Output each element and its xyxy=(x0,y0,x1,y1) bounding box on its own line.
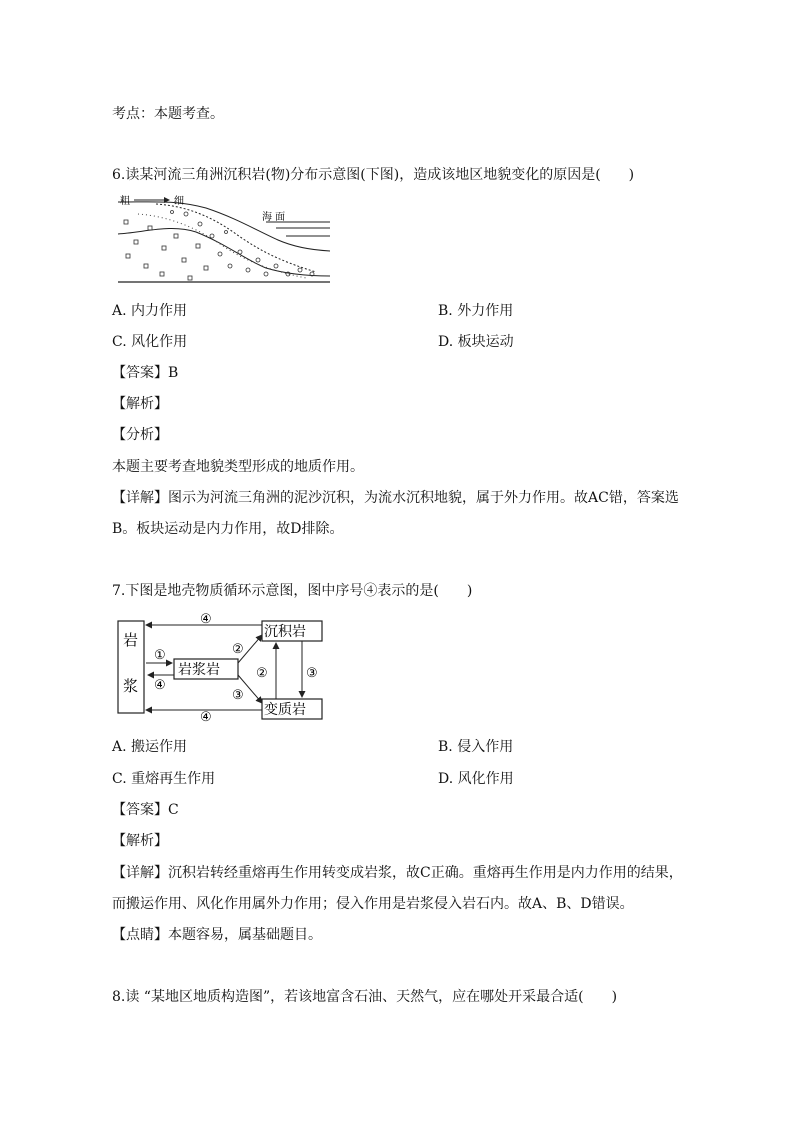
label-coarse: 粗 xyxy=(120,196,130,207)
q6-detail-2: B。板块运动是内力作用，故D排除。 xyxy=(112,521,344,537)
q7-answer: 【答案】C xyxy=(112,802,179,818)
rock-cycle-figure xyxy=(116,607,328,725)
label-2-upper: ② xyxy=(232,642,244,657)
q6-answer: 【答案】B xyxy=(112,365,179,381)
question-7-stem: 7.下图是地壳物质循环示意图，图中序号④表示的是( ) xyxy=(112,583,473,599)
metamorphic-rock-label: 变质岩 xyxy=(264,702,306,718)
q7-option-d: D. 风化作用 xyxy=(438,771,514,787)
q6-fenxi: 【分析】 xyxy=(112,427,168,443)
kaodian-line: 考点：本题考查。 xyxy=(112,106,224,122)
label-3-right: ③ xyxy=(306,666,318,681)
label-2-middle: ② xyxy=(256,666,268,681)
q7-option-c: C. 重熔再生作用 xyxy=(112,771,216,787)
label-3-lower: ③ xyxy=(232,688,244,703)
label-4-middle: ④ xyxy=(154,678,166,693)
q6-jiexi: 【解析】 xyxy=(112,396,168,412)
label-4-top: ④ xyxy=(200,612,212,627)
igneous-rock-label: 岩浆岩 xyxy=(178,662,220,678)
q6-detail-1: 【详解】图示为河流三角洲的泥沙沉积，为流水沉积地貌，属于外力作用。故AC错，答案选 xyxy=(112,490,679,506)
label-sea-surface: 海 面 xyxy=(262,212,286,223)
q6-option-a: A. 内力作用 xyxy=(112,303,188,319)
q6-fenxi-text: 本题主要考查地貌类型形成的地质作用。 xyxy=(112,459,364,475)
q6-option-d: D. 板块运动 xyxy=(438,334,514,350)
sedimentary-rock-label: 沉积岩 xyxy=(264,624,306,640)
q6-option-c: C. 风化作用 xyxy=(112,334,188,350)
label-1: ① xyxy=(154,648,166,663)
delta-sediment-figure xyxy=(116,194,332,286)
label-4-bottom: ④ xyxy=(200,710,212,725)
q7-dianjing: 【点睛】本题容易，属基础题目。 xyxy=(112,927,322,943)
q7-option-b: B. 侵入作用 xyxy=(438,739,514,755)
q7-detail-2: 而搬运作用、风化作用属外力作用；侵入作用是岩浆侵入岩石内。故A、B、D错误。 xyxy=(112,896,634,912)
q6-option-b: B. 外力作用 xyxy=(438,303,514,319)
magma-label-bottom: 浆 xyxy=(123,677,139,695)
sediment-particles xyxy=(124,211,314,281)
magma-label-top: 岩 xyxy=(123,631,139,649)
label-fine: 细 xyxy=(174,196,184,207)
q7-option-a: A. 搬运作用 xyxy=(112,739,188,755)
question-6-stem: 6.读某河流三角洲沉积岩(物)分布示意图(下图)，造成该地区地貌变化的原因是( ) xyxy=(112,167,635,183)
q7-detail-1: 【详解】沉积岩转经重熔再生作用转变成岩浆，故C正确。重熔再生作用是内力作用的结果， xyxy=(112,865,683,881)
q7-jiexi: 【解析】 xyxy=(112,833,168,849)
question-8-stem: 8.读 “某地区地质构造图”，若该地富含石油、天然气，应在哪处开采最合适( ) xyxy=(112,989,618,1005)
